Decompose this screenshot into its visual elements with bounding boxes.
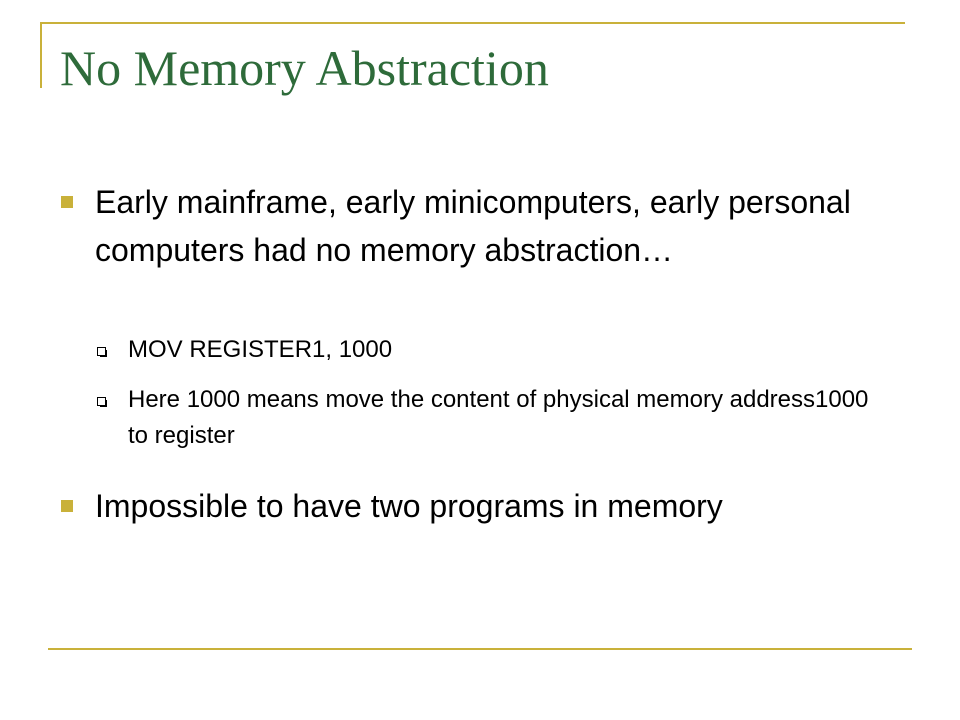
bullet-item-2: Impossible to have two programs in memory xyxy=(95,488,723,524)
filled-square-icon xyxy=(61,500,73,512)
slide-title: No Memory Abstraction xyxy=(60,40,549,96)
sub-bullet-item-1: MOV REGISTER1, 1000 xyxy=(128,336,393,363)
bottom-rule xyxy=(48,648,912,650)
shadowed-box-icon xyxy=(97,347,106,356)
bullet-item-1: Early mainframe, early minicomputers, early personal computers had no memory abstraction… xyxy=(95,184,851,268)
filled-square-icon xyxy=(61,196,73,208)
shadowed-box-icon xyxy=(97,397,106,406)
sub-bullet-item-2: Here 1000 means move the content of physical memory address1000 to register xyxy=(128,386,869,449)
